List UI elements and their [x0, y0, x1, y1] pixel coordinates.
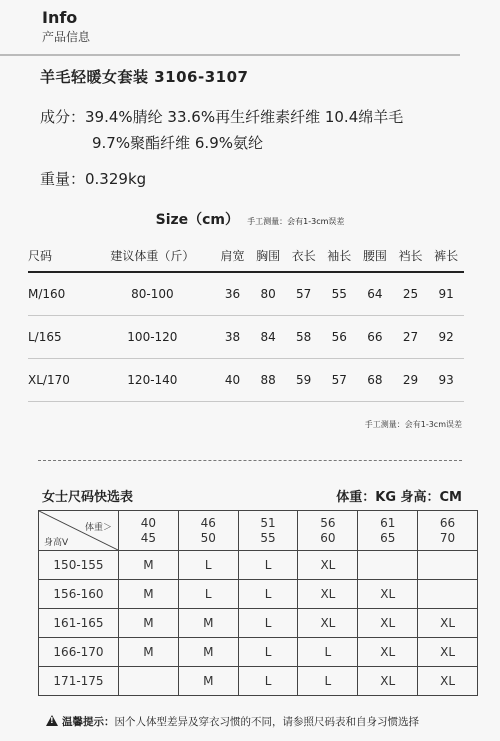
- table-cell: 29: [393, 358, 429, 401]
- size-cell: L: [178, 551, 238, 580]
- table-cell: 91: [428, 272, 464, 315]
- tip-text: 因个人体型差异及穿衣习惯的不同，请参照尺码表和自身习惯选择: [114, 716, 419, 728]
- size-cell: [119, 667, 179, 696]
- height-range-cell: 156-160: [39, 580, 119, 609]
- composition-line-2: 9.7%聚酯纤维 6.9%氨纶: [92, 134, 263, 152]
- size-cell: [418, 580, 478, 609]
- weight-to: 65: [380, 530, 396, 545]
- info-heading: Info: [42, 8, 78, 27]
- size-cell: XL: [418, 667, 478, 696]
- size-cell: M: [119, 580, 179, 609]
- table-cell: 57: [286, 272, 322, 315]
- table-cell: XL/170: [28, 358, 90, 401]
- table-cell: 58: [286, 315, 322, 358]
- weight-to: 70: [439, 530, 456, 545]
- size-cell: L: [238, 551, 298, 580]
- table-cell: 56: [322, 315, 358, 358]
- table-row: [39, 551, 478, 580]
- quick-chart-units: 体重：KG 身高：CM: [336, 490, 462, 505]
- table-cell: 84: [250, 315, 286, 358]
- size-cell: XL: [358, 638, 418, 667]
- weight-from: 66: [439, 515, 456, 530]
- measurement-note: 手工测量：会有1-3cm误差: [364, 420, 462, 429]
- table-cell: 36: [215, 272, 251, 315]
- info-subheading: 产品信息: [42, 30, 91, 44]
- weight-from: 46: [200, 515, 216, 530]
- height-range-cell: 150-155: [39, 551, 119, 580]
- size-cell: L: [238, 580, 298, 609]
- size-chart-heading: Size（cm）: [155, 212, 240, 228]
- table-cell: 27: [393, 315, 429, 358]
- size-cell: XL: [418, 609, 478, 638]
- height-range-cell: 171-175: [39, 667, 119, 696]
- size-table-header: 尺码: [28, 240, 90, 272]
- table-row: [28, 315, 464, 358]
- corner-weight-label: 体重＞: [84, 523, 112, 533]
- size-cell: L: [178, 580, 238, 609]
- weight-to: 45: [140, 530, 157, 545]
- weight-range-header: [178, 511, 238, 551]
- weight-from: 61: [380, 515, 396, 530]
- weight-from: 40: [140, 515, 157, 530]
- table-cell: L/165: [28, 315, 90, 358]
- table-cell: 120-140: [90, 358, 215, 401]
- height-range-cell: 166-170: [39, 638, 119, 667]
- quick-table-header-row: [39, 511, 478, 551]
- size-table-header: 裤长: [428, 240, 464, 272]
- weight-to: 60: [320, 530, 336, 545]
- table-cell: 80-100: [90, 272, 215, 315]
- table-row: [39, 609, 478, 638]
- weight-from: 56: [320, 515, 336, 530]
- table-cell: 40: [215, 358, 251, 401]
- corner-height-label: 身高V: [44, 538, 69, 548]
- size-table-header: 肩宽: [215, 240, 251, 272]
- table-cell: 80: [250, 272, 286, 315]
- quick-size-table: [38, 510, 478, 696]
- table-cell: 66: [357, 315, 393, 358]
- size-cell: XL: [358, 667, 418, 696]
- table-cell: 68: [357, 358, 393, 401]
- size-chart-title: [0, 209, 500, 229]
- product-weight: 重量：0.329kg: [40, 170, 147, 188]
- weight-from: 51: [260, 515, 276, 530]
- size-table-header: 袖长: [322, 240, 358, 272]
- table-cell: 88: [250, 358, 286, 401]
- size-cell: L: [298, 667, 358, 696]
- size-table-header: 衣长: [286, 240, 322, 272]
- size-cell: XL: [298, 609, 358, 638]
- table-cell: 93: [428, 358, 464, 401]
- weight-range-header: [238, 511, 298, 551]
- size-cell: XL: [298, 551, 358, 580]
- size-cell: XL: [298, 580, 358, 609]
- tip-label: 温馨提示：: [62, 716, 115, 728]
- size-table-header: 裆长: [393, 240, 429, 272]
- weight-to: 50: [200, 530, 216, 545]
- table-cell: 57: [322, 358, 358, 401]
- weight-range-header: [418, 511, 478, 551]
- size-cell: L: [238, 638, 298, 667]
- size-cell: L: [238, 609, 298, 638]
- size-table-header: 建议体重（斤）: [90, 240, 215, 272]
- table-cell: 38: [215, 315, 251, 358]
- table-row: [39, 667, 478, 696]
- size-cell: XL: [358, 580, 418, 609]
- table-cell: M/160: [28, 272, 90, 315]
- size-table-header: 腰围: [357, 240, 393, 272]
- size-cell: XL: [418, 638, 478, 667]
- weight-to: 55: [260, 530, 276, 545]
- size-cell: XL: [358, 609, 418, 638]
- size-cell: L: [298, 638, 358, 667]
- table-row: [39, 638, 478, 667]
- header-divider: [0, 54, 460, 56]
- table-row: [39, 580, 478, 609]
- product-title: 羊毛轻暖女套装 3106-3107: [40, 68, 249, 86]
- warning-icon: [46, 715, 58, 726]
- table-cell: 100-120: [90, 315, 215, 358]
- size-cell: M: [119, 551, 179, 580]
- table-cell: 59: [286, 358, 322, 401]
- table-cell: 55: [322, 272, 358, 315]
- table-row: [28, 358, 464, 401]
- size-table-header-row: [28, 240, 464, 272]
- size-cell: L: [238, 667, 298, 696]
- table-cell: 25: [393, 272, 429, 315]
- corner-cell: [39, 511, 119, 551]
- height-range-cell: 161-165: [39, 609, 119, 638]
- composition-line-1: 成分：39.4%腈纶 33.6%再生纤维素纤维 10.4绵羊毛: [40, 108, 404, 126]
- size-cell: M: [178, 667, 238, 696]
- size-cell: M: [178, 638, 238, 667]
- size-cell: [418, 551, 478, 580]
- size-cell: M: [119, 609, 179, 638]
- tip-note: [46, 714, 419, 729]
- weight-range-header: [298, 511, 358, 551]
- table-cell: 64: [357, 272, 393, 315]
- table-cell: 92: [428, 315, 464, 358]
- dashed-divider: [38, 460, 462, 461]
- quick-chart-title: 女士尺码快选表: [42, 490, 134, 505]
- weight-range-header: [119, 511, 179, 551]
- size-table-header: 胸围: [250, 240, 286, 272]
- size-cell: M: [178, 609, 238, 638]
- size-chart-subtitle: 手工测量：会有1-3cm误差: [247, 217, 345, 226]
- size-cell: M: [119, 638, 179, 667]
- size-table: [28, 240, 464, 402]
- size-cell: [358, 551, 418, 580]
- table-row: [28, 272, 464, 315]
- weight-range-header: [358, 511, 418, 551]
